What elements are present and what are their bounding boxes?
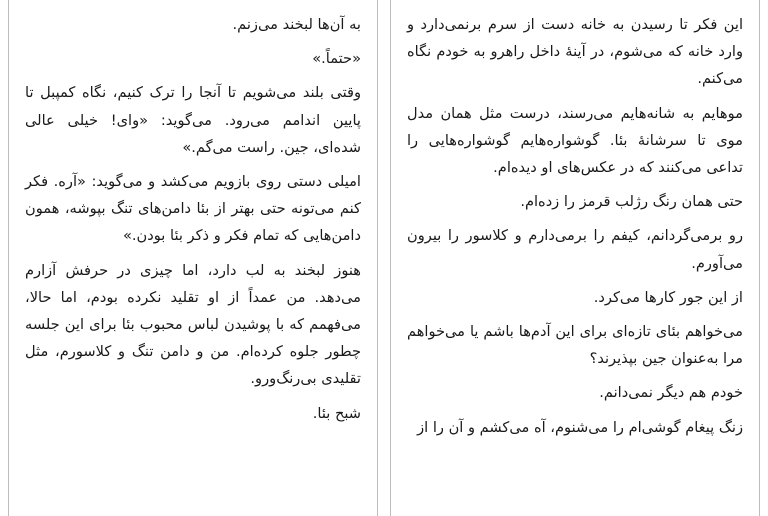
paragraph: «حتماً.»	[312, 50, 361, 68]
paragraph: از این جور کارها می‌کرد.	[593, 288, 743, 306]
paragraph: این فکر تا رسیدن به خانه دست از سرم برنمی‌دارد و وارد خانه که می‌شوم، در آینهٔ داخل راهرو به خودم نگاه می‌کنم.	[407, 16, 743, 88]
paragraph: شبح بئا.	[312, 404, 361, 422]
right-page	[390, 0, 760, 516]
paragraph: به آن‌ها لبخند می‌زنم.	[232, 16, 361, 33]
paragraph: امیلی دستی روی بازویم می‌کشد و می‌گوید: «آره. فکر کنم می‌تونه حتی بهتر از بئا دامن‌های تنگ بپوشه، همون دامن‌هایی که تمام فکر و ذکر بئا بودن.»	[25, 173, 361, 245]
paragraph: هنوز لبخند به لب دارد، اما چیزی در حرفش آزارم می‌دهد. من عمداً از او تقلید نکرده بودم، اما حالا، می‌فهمم که با پوشیدن لباس محبوب بئا برای این جلسه چطور جلوه کرده‌ام. من و دامن تنگ و کلاسورم، مثل تقلیدی بی‌رنگ‌ورو.	[25, 261, 361, 388]
paragraph: حتی همان رنگ رژلب قرمز را زده‌ام.	[520, 193, 743, 211]
left-page-text	[25, 11, 361, 434]
paragraph: موهایم به شانه‌هایم می‌رسند، درست مثل همان مدل موی تا سرشانهٔ بئا. گوشواره‌هایم گوشواره‌هایی را تداعی می‌کنند که در عکس‌های او دیده‌ام.	[407, 104, 743, 177]
left-page	[8, 0, 378, 516]
paragraph: زنگ پیغام گوشی‌ام را می‌شنوم، آه می‌کشم و آن را از	[417, 418, 743, 436]
paragraph: وقتی بلند می‌شویم تا آنجا را ترک کنیم، نگاه کمپبل تا پایین اندامم می‌رود. می‌گوید: «وای! خیلی عالی شده‌ای، جین. راست می‌گم.»	[25, 84, 361, 156]
paragraph: خودم هم دیگر نمی‌دانم.	[599, 384, 743, 402]
paragraph: رو برمی‌گردانم، کیفم را برمی‌دارم و کلاسور را بیرون می‌آورم.	[407, 227, 743, 272]
right-page-text	[407, 11, 743, 448]
page-gutter	[379, 0, 389, 516]
paragraph: می‌خواهم بئای تازه‌ای برای این آدم‌ها باشم یا می‌خواهم مرا به‌عنوان جین بپذیرند؟	[407, 323, 743, 368]
